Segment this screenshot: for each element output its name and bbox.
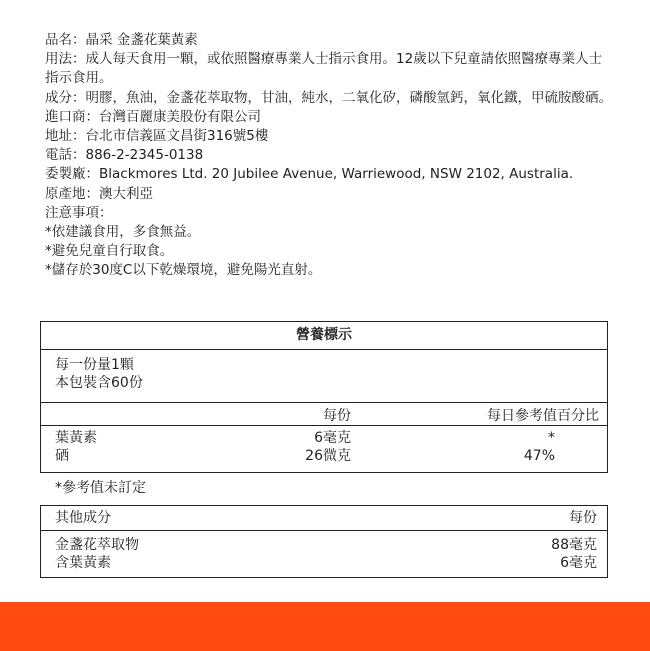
- servings-per-package: 本包裝含60份: [55, 375, 143, 391]
- nutrition-table-body: [41, 426, 607, 473]
- nutrient-daily-value: *: [548, 430, 555, 446]
- ingredient-name: 金盞花萃取物: [55, 537, 139, 553]
- table-row: [41, 447, 607, 465]
- info-notice-item: *依建議食用，多食無益。: [45, 224, 201, 241]
- other-table-body: [41, 531, 607, 572]
- table-row: [41, 554, 607, 572]
- nutrition-table-title: 營養標示: [41, 322, 607, 350]
- other-table-header: [41, 506, 607, 531]
- info-origin: 原產地：澳大利亞: [45, 185, 153, 202]
- ingredient-amount: 6毫克: [560, 555, 597, 571]
- ingredient-name: 含葉黃素: [55, 555, 111, 571]
- table-row: [41, 536, 607, 554]
- info-usage: 用法：成人每天食用一顆，或依照醫療專業人士指示食用。12歲以下兒童請依照醫療專業人士指示食用。: [45, 51, 603, 87]
- info-address: 地址：台北市信義區文昌街316號5樓: [45, 128, 269, 145]
- info-manufacturer: 委製廠：Blackmores Ltd. 20 Jubilee Avenue, Warriewood, NSW 2102, Australia.: [45, 166, 574, 183]
- nutrient-amount: 6毫克: [314, 430, 351, 446]
- column-per-serving: 每份: [569, 510, 597, 526]
- nutrient-amount: 26微克: [305, 448, 351, 464]
- serving-info: [41, 350, 607, 403]
- column-daily-value: 每日參考值百分比: [487, 408, 599, 424]
- info-product-name: 品名：晶采 金盞花葉黃素: [45, 32, 198, 48]
- info-notice-item: *避免兒童自行取食。: [45, 243, 174, 260]
- info-ingredients: 成分：明膠，魚油，金盞花萃取物，甘油，純水，二氧化矽，磷酸氫鈣，氧化鐵，甲硫胺酸硒。: [45, 89, 612, 106]
- other-ingredients-table: [40, 505, 608, 578]
- nutrition-facts-table: [40, 321, 608, 473]
- nutrient-name: 葉黃素: [55, 430, 97, 446]
- ingredient-amount: 88毫克: [551, 537, 597, 553]
- nutrition-table-header: [41, 403, 607, 426]
- other-ingredients-heading: 其他成分: [55, 510, 111, 526]
- footer-color-bar: [0, 602, 650, 651]
- nutrient-name: 硒: [55, 448, 69, 464]
- nutrient-daily-value: 47%: [523, 448, 555, 464]
- info-phone: 電話：886-2-2345-0138: [45, 147, 204, 164]
- product-info: [45, 31, 615, 281]
- column-per-serving: 每份: [323, 408, 351, 424]
- info-notice-item: *儲存於30度C以下乾燥環境，避免陽光直射。: [45, 262, 322, 279]
- info-importer: 進口商：台灣百麗康美股份有限公司: [45, 108, 261, 125]
- reference-note: *參考值未訂定: [55, 480, 146, 496]
- info-notice-heading: 注意事項：: [45, 204, 113, 221]
- serving-size: 每一份量1顆: [55, 357, 134, 373]
- table-row: [41, 429, 607, 447]
